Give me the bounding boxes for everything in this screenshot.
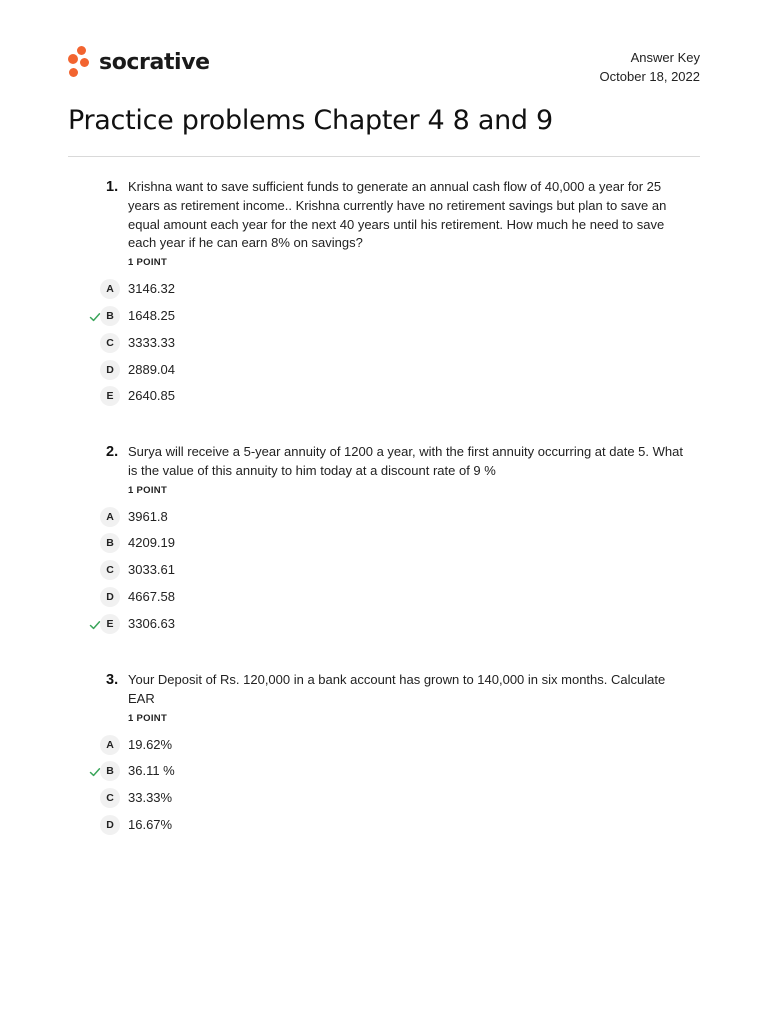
- option-text: 3033.61: [128, 562, 175, 578]
- option-letter: D: [100, 587, 120, 607]
- option-letter: B: [100, 306, 120, 326]
- option-letter: C: [100, 333, 120, 353]
- option-text: 3306.63: [128, 615, 175, 631]
- option-letter: A: [100, 735, 120, 755]
- socrative-logo-icon: [68, 46, 92, 80]
- question-text: Your Deposit of Rs. 120,000 in a bank account has grown to 140,000 in six months. Calculate EAR: [128, 672, 666, 706]
- option-text: 3333.33: [128, 334, 175, 350]
- option-text: 1648.25: [128, 307, 175, 323]
- doc-type-label: Answer Key: [630, 50, 700, 65]
- option-letter: B: [100, 761, 120, 781]
- answer-option: [68, 332, 700, 359]
- option-text: 19.62%: [128, 736, 173, 752]
- question-points: 1 POINT: [128, 712, 168, 724]
- question-number: 1.: [106, 179, 119, 195]
- option-text: 4667.58: [128, 588, 175, 604]
- option-letter: C: [100, 788, 120, 808]
- question-points: 1 POINT: [128, 484, 168, 496]
- question-text: Surya will receive a 5-year annuity of 1200 a year, with the first annuity occurring at date 5. What is the value of this annuity to him today at a discount rate of 9 %: [128, 444, 683, 478]
- socrative-logo: [68, 46, 210, 80]
- option-letter: A: [100, 279, 120, 299]
- option-text: 36.11 %: [128, 763, 175, 779]
- option-text: 3146.32: [128, 281, 175, 297]
- option-text: 4209.19: [128, 535, 175, 551]
- document-meta: [600, 48, 700, 86]
- question-number: 2.: [106, 444, 119, 460]
- option-letter: A: [100, 507, 120, 527]
- answer-option: [68, 814, 700, 841]
- doc-date: October 18, 2022: [599, 69, 700, 84]
- answer-option: [68, 532, 700, 559]
- answer-option: [68, 559, 700, 586]
- page-title: Practice problems Chapter 4 8 and 9: [68, 105, 553, 136]
- option-letter: D: [100, 360, 120, 380]
- option-text: 2640.85: [128, 388, 175, 404]
- answer-option: [68, 787, 700, 814]
- question-text: Krishna want to save sufficient funds to generate an annual cash flow of 40,000 a year for 25 years as retirement income.. Krishna currently have no retirement savings but plan to save an equal amount each year for the next 40 years until his retirement. How much he need to save each year if he can earn 8% on savings?: [128, 179, 667, 251]
- answer-option: [68, 506, 700, 533]
- options-list: [68, 278, 700, 412]
- answer-option: [68, 305, 700, 332]
- answer-option: [68, 734, 700, 761]
- option-letter: E: [100, 386, 120, 406]
- answer-option: [68, 586, 700, 613]
- option-text: 16.67%: [128, 816, 173, 832]
- question-number: 3.: [106, 672, 119, 688]
- question-points: 1 POINT: [128, 257, 168, 269]
- header-divider: [68, 156, 700, 157]
- option-text: 2889.04: [128, 361, 175, 377]
- brand-name: socrative: [99, 50, 210, 75]
- option-text: 33.33%: [128, 790, 173, 806]
- option-letter: B: [100, 533, 120, 553]
- option-letter: D: [100, 815, 120, 835]
- option-text: 3961.8: [128, 508, 168, 524]
- answer-option: [68, 760, 700, 787]
- question-3: [68, 671, 700, 841]
- answer-option: [68, 613, 700, 640]
- question-1: [68, 178, 700, 412]
- answer-option: [68, 385, 700, 412]
- option-letter: E: [100, 614, 120, 634]
- question-2: [68, 443, 700, 640]
- answer-option: [68, 359, 700, 386]
- option-letter: C: [100, 560, 120, 580]
- options-list: [68, 506, 700, 640]
- options-list: [68, 734, 700, 841]
- document-header: [68, 44, 700, 88]
- answer-option: [68, 278, 700, 305]
